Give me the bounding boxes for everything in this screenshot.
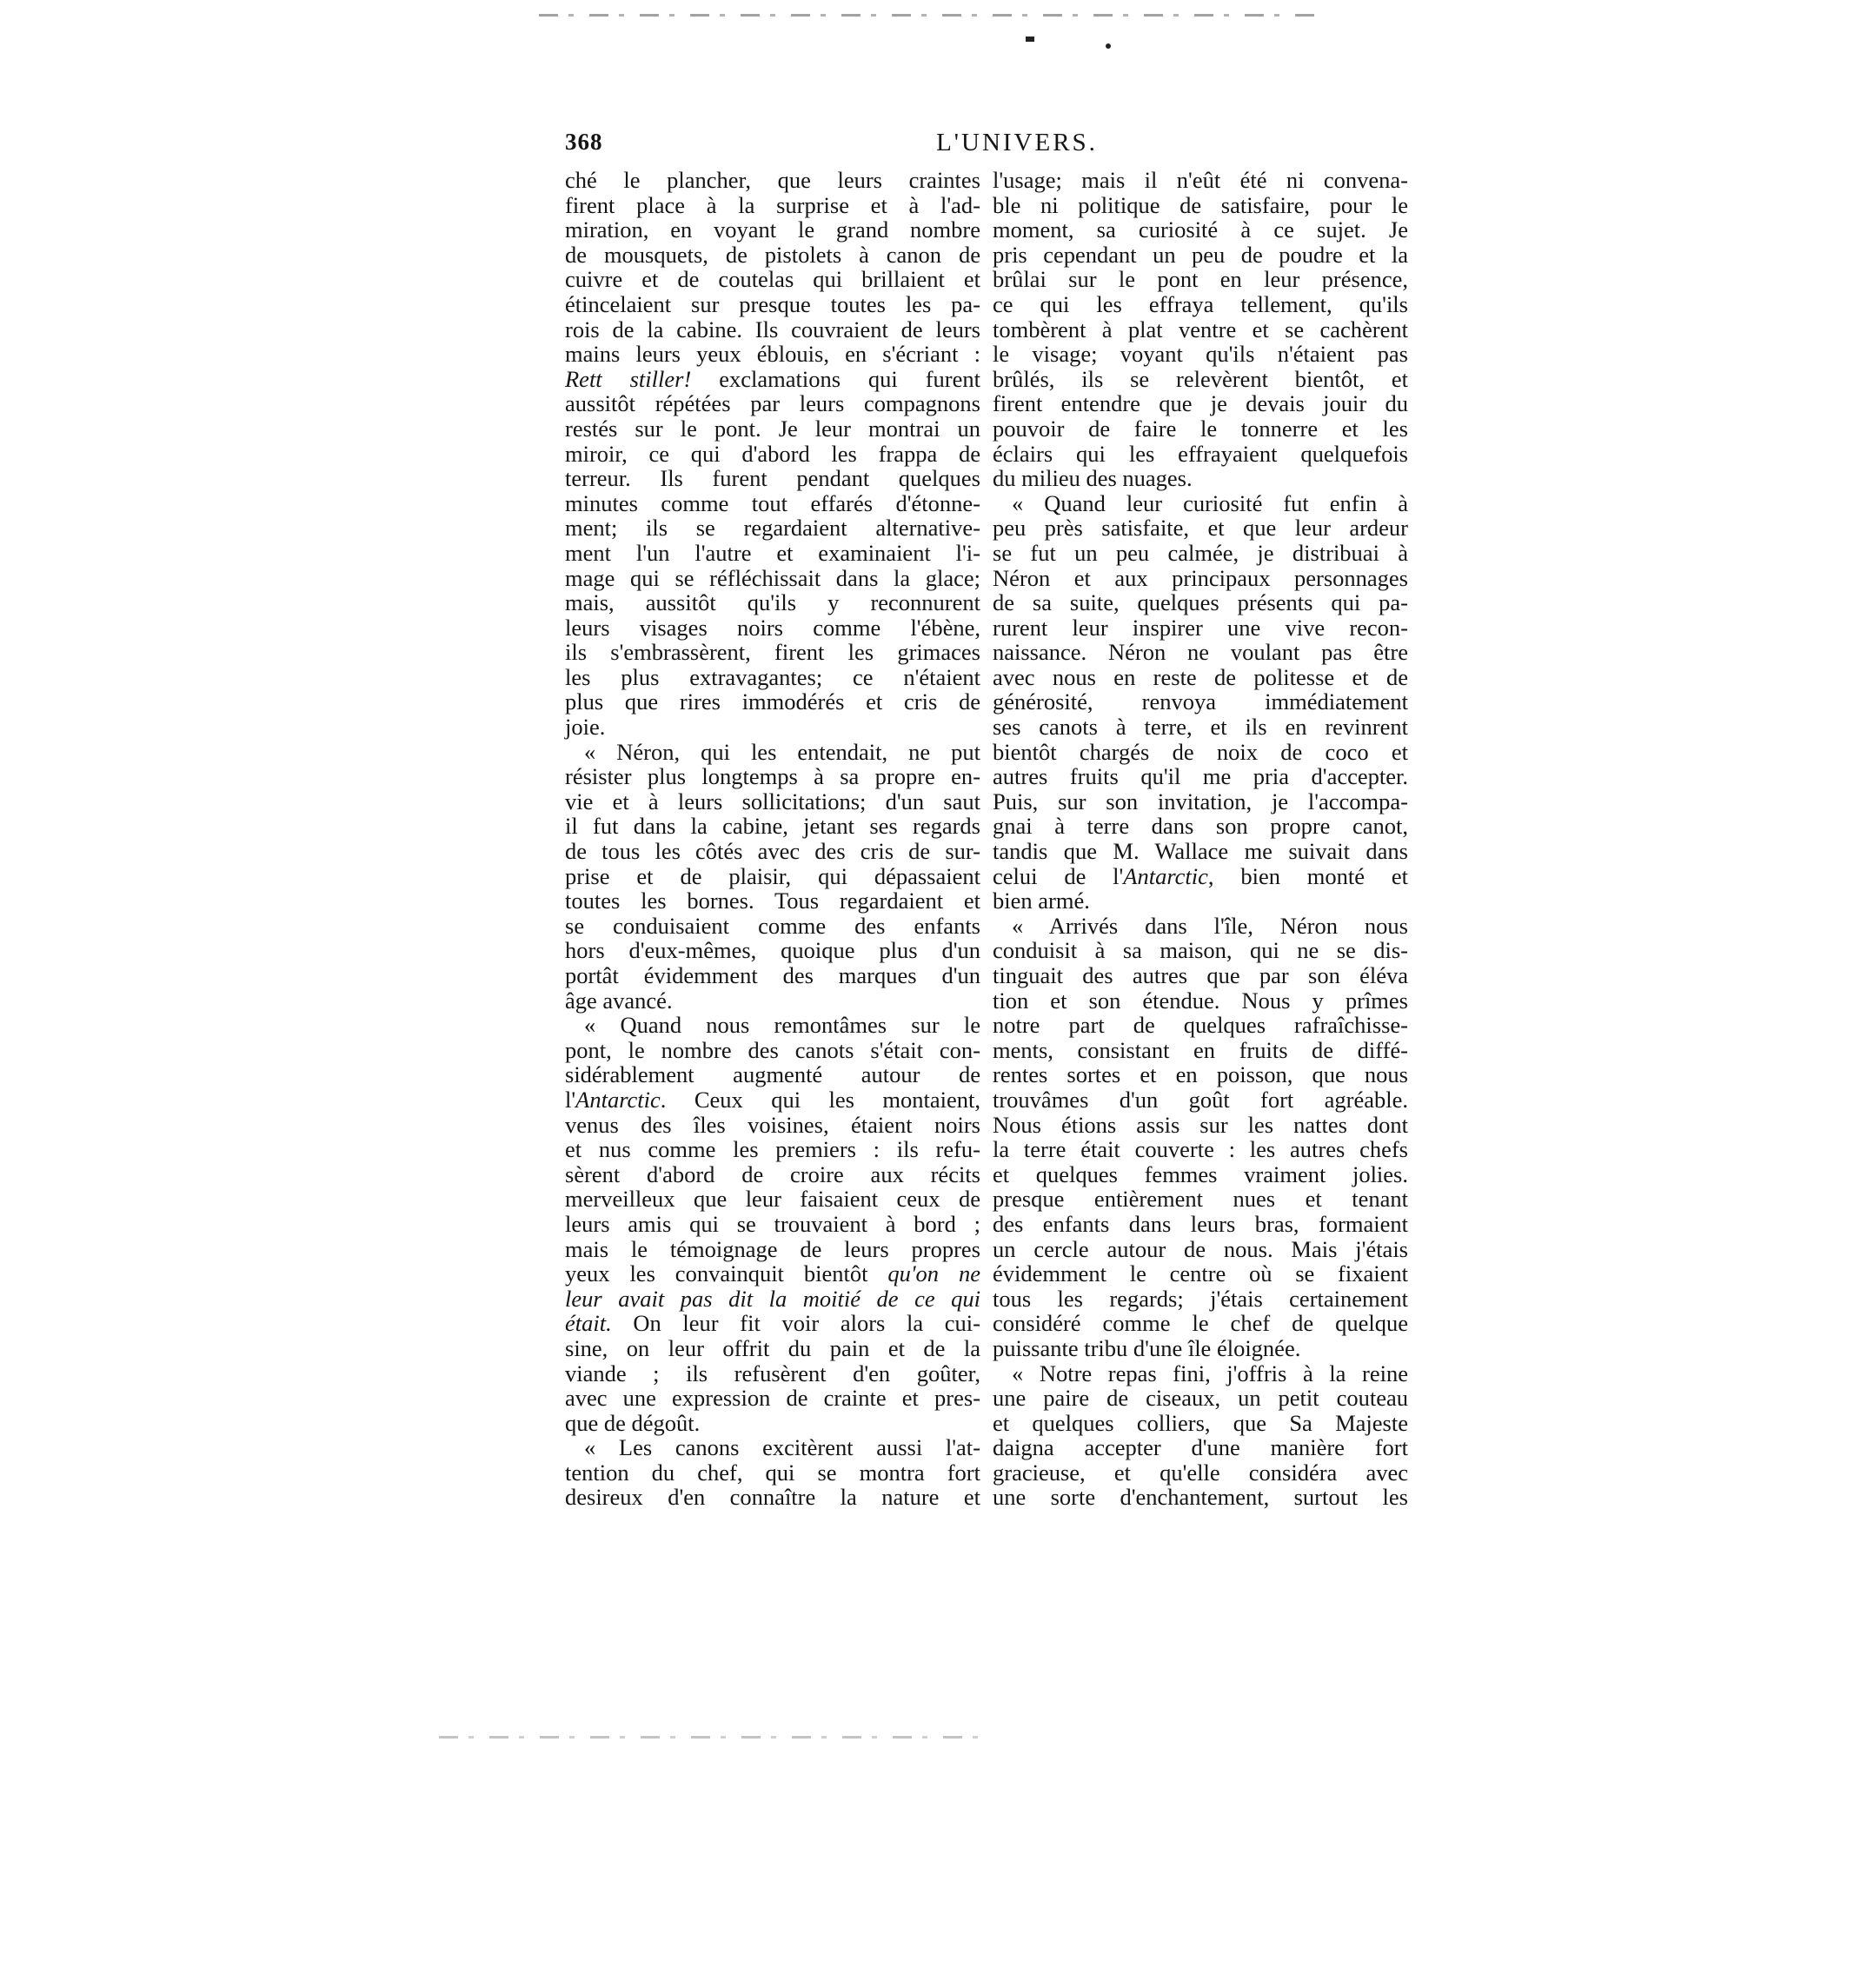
text-line	[565, 665, 980, 690]
text-line	[993, 342, 1408, 367]
text-segment: daigna accepter d'une manière fort	[993, 1434, 1408, 1461]
text-segment: le visage; voyant qu'ils n'étaient pas	[993, 341, 1408, 368]
text-segment: ment l'un l'autre et examinaient l'i-	[565, 539, 980, 566]
text-line	[565, 1411, 980, 1436]
text-segment: On leur fit voir alors la cui-	[611, 1310, 980, 1337]
text-line	[565, 864, 980, 889]
text-line	[993, 491, 1408, 516]
text-segment: tinguait des autres que par son éléva	[993, 962, 1408, 988]
text-segment: « Néron, qui les entendait, ne put	[584, 738, 980, 765]
text-segment: de mousquets, de pistolets à canon de	[565, 241, 980, 268]
text-line	[565, 914, 980, 939]
italic-text-segment: Antarctic	[1123, 862, 1208, 889]
text-line	[993, 317, 1408, 342]
text-segment: celui de l'	[993, 862, 1124, 889]
text-segment: firent entendre que je devais jouir du	[993, 390, 1408, 417]
text-segment: de sa suite, quelques présents qui pa-	[993, 589, 1408, 616]
text-line	[565, 317, 980, 342]
text-line	[993, 1386, 1408, 1411]
text-line	[565, 988, 980, 1014]
text-segment: mains leurs yeux éblouis, en s'écriant :	[565, 341, 980, 368]
text-line	[565, 1287, 980, 1312]
text-line	[565, 1137, 980, 1162]
text-segment: et quelques femmes vraiment jolies.	[993, 1160, 1408, 1187]
text-line	[565, 1460, 980, 1486]
text-line	[993, 367, 1408, 392]
text-segment: gnai à terre dans son propre canot,	[993, 813, 1408, 840]
text-line	[993, 1062, 1408, 1087]
text-line	[993, 1162, 1408, 1187]
text-segment: « Quand nous remontâmes sur le	[584, 1012, 980, 1039]
italic-text-segment: était.	[565, 1310, 612, 1337]
text-line	[565, 1386, 980, 1411]
text-segment: pouvoir de faire le tonnerre et les	[993, 415, 1408, 442]
text-segment: firent place à la surprise et à l'ad-	[565, 191, 980, 218]
text-segment: trouvâmes d'un goût fort agréable.	[993, 1086, 1408, 1113]
text-segment: . Ceux qui les montaient,	[660, 1086, 980, 1113]
text-segment: toutes les bornes. Tous regardaient et	[565, 888, 980, 914]
text-segment: ils s'embrassèrent, firent les grimaces	[565, 639, 980, 666]
text-line	[993, 1013, 1408, 1038]
text-line	[993, 1261, 1408, 1287]
text-segment: du milieu des nuages.	[993, 465, 1193, 492]
text-line	[565, 1013, 980, 1038]
text-segment: pris cependant un peu de poudre et la	[993, 241, 1408, 268]
text-line	[565, 1113, 980, 1138]
text-line	[993, 888, 1408, 914]
text-segment: moment, sa curiosité à ce sujet. Je	[993, 216, 1408, 243]
text-line	[565, 292, 980, 317]
text-line	[565, 1087, 980, 1113]
text-segment: l'usage; mais il n'eût été ni convena-	[993, 167, 1408, 193]
text-line	[565, 814, 980, 839]
text-line	[993, 243, 1408, 268]
text-line	[993, 515, 1408, 541]
text-segment: mais, aussitôt qu'ils y reconnurent	[565, 589, 980, 616]
text-line	[565, 416, 980, 442]
text-segment: sine, on leur offrit du pain et de la	[565, 1334, 980, 1361]
text-segment: rurent leur inspirer une vive recon-	[993, 614, 1408, 641]
text-segment: joie.	[565, 714, 606, 741]
text-line	[565, 1212, 980, 1237]
text-line	[993, 839, 1408, 864]
text-line	[565, 442, 980, 467]
text-segment: plus que rires immodérés et cris de	[565, 688, 980, 715]
text-line	[565, 168, 980, 193]
text-segment: que de dégoût.	[565, 1409, 701, 1436]
text-segment: l'	[565, 1086, 576, 1113]
text-segment: un cercle autour de nous. Mais j'étais	[993, 1235, 1408, 1262]
text-line	[993, 615, 1408, 641]
text-segment: ché le plancher, que leurs craintes	[565, 167, 980, 193]
scan-artifact-bottom	[439, 1736, 978, 1739]
text-segment: considéré comme le chef de quelque	[993, 1310, 1408, 1337]
text-segment: miroir, ce qui d'abord les frappa de	[565, 440, 980, 467]
text-segment: étincelaient sur presque toutes les pa-	[565, 290, 980, 317]
text-segment: naissance. Néron ne voulant pas être	[993, 639, 1408, 666]
text-segment: des enfants dans leurs bras, formaient	[993, 1210, 1408, 1237]
text-line	[993, 590, 1408, 615]
text-line	[993, 963, 1408, 988]
text-segment: les plus extravagantes; ce n'étaient	[565, 663, 980, 690]
text-line	[993, 267, 1408, 292]
text-segment: pont, le nombre des canots s'était con-	[565, 1036, 980, 1063]
text-segment: rois de la cabine. Ils couvraient de leurs	[565, 316, 980, 342]
text-line	[565, 1336, 980, 1361]
text-column-right	[993, 168, 1408, 1510]
text-segment: sèrent d'abord de croire aux récits	[565, 1160, 980, 1187]
text-segment: se fut un peu calmée, je distribuai à	[993, 539, 1408, 566]
text-line	[565, 740, 980, 765]
text-line	[565, 938, 980, 963]
text-segment: résister plus longtemps à sa propre en-	[565, 763, 980, 790]
text-segment: mage qui se réfléchissait dans la glace;	[565, 564, 980, 591]
text-segment: prise et de plaisir, qui dépassaient	[565, 862, 980, 889]
text-segment: gracieuse, et qu'elle considéra avec	[993, 1459, 1408, 1486]
text-segment: miration, en voyant le grand nombre	[565, 216, 980, 243]
text-segment: desireux d'en connaître la nature et	[565, 1484, 980, 1511]
text-segment: il fut dans la cabine, jetant ses regards	[565, 813, 980, 840]
text-segment: éclairs qui les effrayaient quelquefois	[993, 440, 1408, 467]
text-line	[993, 1435, 1408, 1460]
text-line	[993, 193, 1408, 218]
text-line	[993, 1237, 1408, 1262]
text-segment: bientôt chargés de noix de coco et	[993, 738, 1408, 765]
text-segment: Nous étions assis sur les nattes dont	[993, 1111, 1408, 1138]
text-segment: ses canots à terre, et ils en revinrent	[993, 714, 1408, 741]
italic-text-segment: leur avait pas dit la moitié de ce qui	[565, 1285, 980, 1312]
text-segment: leurs amis qui se trouvaient à bord ;	[565, 1210, 980, 1237]
text-line	[565, 1038, 980, 1063]
text-line	[993, 640, 1408, 665]
text-line	[993, 715, 1408, 740]
text-line	[565, 491, 980, 516]
text-line	[565, 640, 980, 665]
text-line	[565, 1062, 980, 1087]
text-line	[993, 1187, 1408, 1212]
text-column-left	[565, 168, 980, 1510]
text-segment: tion et son étendue. Nous y prîmes	[993, 987, 1408, 1014]
text-line	[565, 515, 980, 541]
text-line	[993, 914, 1408, 939]
text-line	[993, 1038, 1408, 1063]
text-line	[565, 391, 980, 416]
text-segment: presque entièrement nues et tenant	[993, 1186, 1408, 1213]
text-line	[993, 1212, 1408, 1237]
text-line	[993, 1113, 1408, 1138]
text-segment: conduisit à sa maison, qui ne se dis-	[993, 937, 1408, 964]
text-line	[565, 888, 980, 914]
text-segment: terreur. Ils furent pendant quelques	[565, 465, 980, 492]
text-segment: tandis que M. Wallace me suivait dans	[993, 838, 1408, 865]
text-segment: ments, consistant en fruits de diffé-	[993, 1036, 1408, 1063]
text-segment: , bien monté et	[1207, 862, 1408, 889]
text-segment: se conduisaient comme des enfants	[565, 912, 980, 939]
text-line	[565, 963, 980, 988]
text-line	[565, 367, 980, 392]
text-segment: de tous les côtés avec des cris de sur-	[565, 838, 980, 865]
text-line	[565, 764, 980, 789]
text-segment: leurs visages noirs comme l'ébène,	[565, 614, 980, 641]
text-segment: hors d'eux-mêmes, quoique plus d'un	[565, 937, 980, 964]
text-segment: peu près satisfaite, et que leur ardeur	[993, 515, 1408, 542]
text-line	[993, 1411, 1408, 1436]
text-segment: tous les regards; j'étais certainement	[993, 1285, 1408, 1312]
text-segment: minutes comme tout effarés d'étonne-	[565, 489, 980, 516]
text-segment: puissante tribu d'une île éloignée.	[993, 1334, 1301, 1361]
text-segment: brûlés, ils se relevèrent bientôt, et	[993, 365, 1408, 392]
text-line	[565, 1162, 980, 1187]
text-line	[993, 988, 1408, 1014]
text-segment: bien armé.	[993, 888, 1090, 914]
text-line	[993, 864, 1408, 889]
text-line	[993, 541, 1408, 566]
text-segment: exclamations qui furent	[691, 365, 980, 392]
text-line	[993, 292, 1408, 317]
scan-artifact-mark	[1106, 43, 1111, 49]
text-segment: notre part de quelques rafraîchisse-	[993, 1012, 1408, 1039]
text-line	[993, 442, 1408, 467]
scan-artifact-mark	[1026, 37, 1034, 42]
text-segment: et nus comme les premiers : ils refu-	[565, 1136, 980, 1163]
text-segment: évidemment le centre où se fixaient	[993, 1260, 1408, 1287]
running-title: L'UNIVERS.	[936, 129, 1098, 156]
text-line	[993, 217, 1408, 243]
text-line	[993, 1485, 1408, 1510]
text-line	[993, 416, 1408, 442]
text-segment: yeux les convainquit bientôt	[565, 1260, 888, 1287]
text-line	[565, 1187, 980, 1212]
text-segment: ment; ils se regardaient alternative-	[565, 515, 980, 542]
page-header	[565, 129, 1408, 167]
text-segment: Néron et aux principaux personnages	[993, 564, 1408, 591]
text-segment: et quelques colliers, que Sa Majeste	[993, 1409, 1408, 1436]
text-line	[565, 217, 980, 243]
text-segment: la terre était couverte : les autres chefs	[993, 1136, 1408, 1163]
text-line	[565, 1237, 980, 1262]
text-line	[993, 740, 1408, 765]
text-segment: ble ni politique de satisfaire, pour le	[993, 191, 1408, 218]
italic-text-segment: qu'on ne	[887, 1260, 980, 1287]
italic-text-segment: Antarctic	[575, 1086, 661, 1113]
text-segment: vie et à leurs sollicitations; d'un saut	[565, 788, 980, 814]
text-line	[993, 689, 1408, 715]
text-segment: générosité, renvoya immédiatement	[993, 688, 1408, 715]
text-segment: âge avancé.	[565, 987, 673, 1014]
text-segment: « Les canons excitèrent aussi l'at-	[584, 1434, 980, 1461]
text-segment: « Quand leur curiosité fut enfin à	[1012, 489, 1408, 516]
text-line	[993, 938, 1408, 963]
text-line	[565, 1435, 980, 1460]
text-segment: rentes sortes et en poisson, que nous	[993, 1061, 1408, 1088]
text-segment: une paire de ciseaux, un petit couteau	[993, 1385, 1408, 1412]
text-line	[565, 1485, 980, 1510]
text-line	[565, 342, 980, 367]
text-segment: cuivre et de coutelas qui brillaient et	[565, 266, 980, 293]
text-line	[565, 267, 980, 292]
text-line	[993, 168, 1408, 193]
text-line	[565, 1311, 980, 1336]
text-line	[565, 466, 980, 491]
text-line	[565, 541, 980, 566]
text-segment: une sorte d'enchantement, surtout les	[993, 1484, 1408, 1511]
text-segment: « Arrivés dans l'île, Néron nous	[1012, 912, 1408, 939]
scan-artifact-top	[539, 14, 1321, 17]
text-line	[993, 566, 1408, 591]
text-segment: restés sur le pont. Je leur montrai un	[565, 415, 980, 442]
text-line	[993, 391, 1408, 416]
text-line	[565, 615, 980, 641]
text-line	[565, 243, 980, 268]
text-segment: avec une expression de crainte et pres-	[565, 1385, 980, 1412]
text-segment: venus des îles voisines, étaient noirs	[565, 1111, 980, 1138]
text-segment: « Notre repas fini, j'offris à la reine	[1012, 1360, 1408, 1386]
page-number: 368	[565, 129, 603, 155]
text-line	[993, 1336, 1408, 1361]
text-segment: sidérablement augmenté autour de	[565, 1061, 980, 1088]
text-line	[565, 839, 980, 864]
text-segment: viande ; ils refusèrent d'en goûter,	[565, 1360, 980, 1386]
text-line	[565, 789, 980, 814]
text-segment: mais le témoignage de leurs propres	[565, 1235, 980, 1262]
text-line	[565, 689, 980, 715]
text-line	[565, 1361, 980, 1386]
italic-text-segment: Rett stiller!	[565, 365, 692, 392]
text-segment: ce qui les effraya tellement, qu'ils	[993, 290, 1408, 317]
text-line	[993, 466, 1408, 491]
text-segment: tombèrent à plat ventre et se cachèrent	[993, 316, 1408, 342]
text-line	[565, 1261, 980, 1287]
text-line	[565, 566, 980, 591]
text-line	[993, 1460, 1408, 1486]
text-segment: brûlai sur le pont en leur présence,	[993, 266, 1408, 293]
text-line	[993, 1311, 1408, 1336]
text-line	[993, 789, 1408, 814]
text-segment: merveilleux que leur faisaient ceux de	[565, 1186, 980, 1213]
text-line	[993, 1087, 1408, 1113]
text-line	[993, 1137, 1408, 1162]
text-line	[993, 814, 1408, 839]
text-line	[993, 1287, 1408, 1312]
text-line	[993, 665, 1408, 690]
text-segment: autres fruits qu'il me pria d'accepter.	[993, 763, 1408, 790]
text-line	[993, 1361, 1408, 1386]
text-segment: avec nous en reste de politesse et de	[993, 663, 1408, 690]
text-segment: portât évidemment des marques d'un	[565, 962, 980, 988]
text-line	[565, 193, 980, 218]
text-line	[565, 715, 980, 740]
text-segment: Puis, sur son invitation, je l'accompa-	[993, 788, 1408, 814]
text-line	[565, 590, 980, 615]
text-segment: tention du chef, qui se montra fort	[565, 1459, 980, 1486]
text-line	[993, 764, 1408, 789]
text-segment: aussitôt répétées par leurs compagnons	[565, 390, 980, 417]
